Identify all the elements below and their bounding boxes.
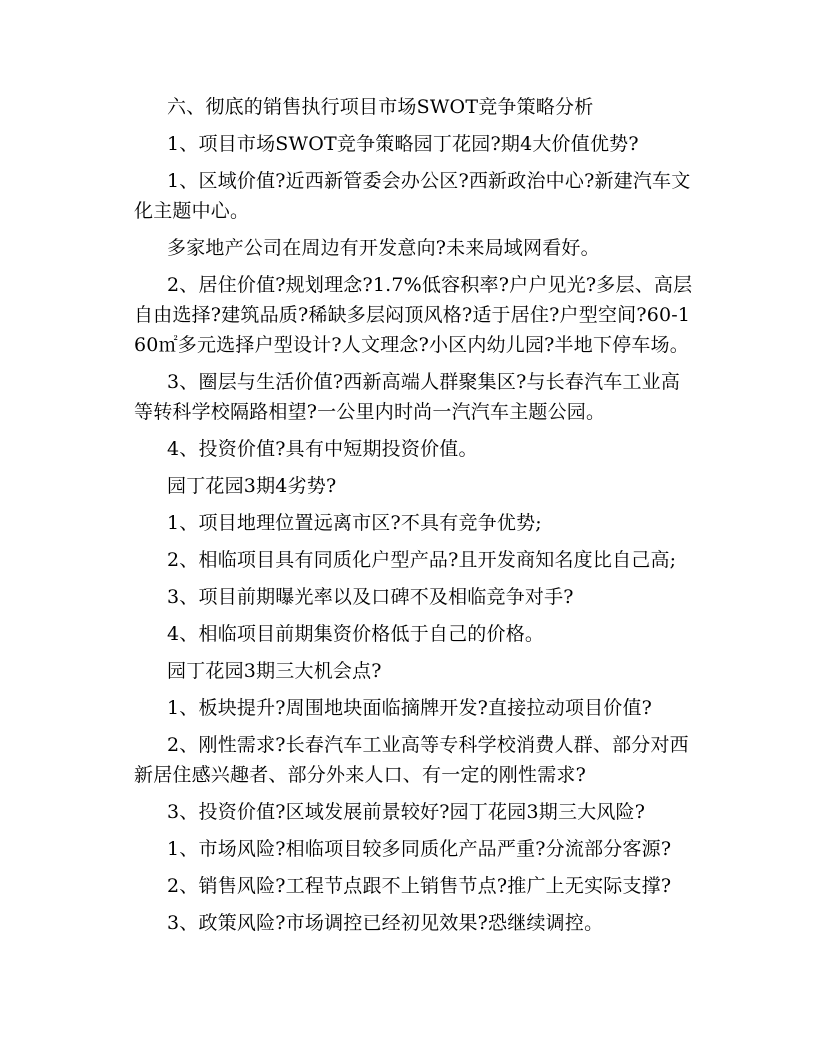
opportunity-item-1: 1、板块提升?周围地块面临摘牌开发?直接拉动项目价值? xyxy=(167,697,653,719)
strength-item-2: 2、居住价值?规划理念?1.7%低容积率?户户见光?多层、高层自由选择?建筑品质?稀缺多层闷顶风格?适于居住?户型空间?60-160㎡多元选择户型设计?人文理念?小区内幼儿园?半地下停车场。 xyxy=(134,274,693,356)
weakness-item-1: 1、项目地理位置远离市区?不具有竞争优势; xyxy=(167,512,542,534)
opportunity-item-3: 3、投资价值?区域发展前景较好?园丁花园3期三大风险? xyxy=(167,801,646,823)
risk-item-3: 3、政策风险?市场调控已经初见效果?恐继续调控。 xyxy=(167,912,604,934)
strength-item-4: 4、投资价值?具有中短期投资价值。 xyxy=(167,438,478,460)
opportunity-item-2: 2、刚性需求?长春汽车工业高等专科学校消费人群、部分对西新居住感兴趣者、部分外来人口、有一定的刚性需求? xyxy=(134,734,689,786)
risk-item-1: 1、市场风险?相临项目较多同质化产品严重?分流部分客源? xyxy=(167,838,672,860)
document-body xyxy=(134,92,694,945)
weakness-item-2: 2、相临项目具有同质化户型产品?且开发商知名度比自己高; xyxy=(167,549,677,571)
risk-item-2: 2、销售风险?工程节点跟不上销售节点?推广上无实际支撑? xyxy=(167,875,672,897)
section-heading: 六、彻底的销售执行项目市场SWOT竞争策略分析 xyxy=(167,96,594,118)
subsection-heading-opportunities: 园丁花园3期三大机会点? xyxy=(167,660,382,682)
weakness-item-4: 4、相临项目前期集资价格低于自己的价格。 xyxy=(167,623,545,645)
strength-item-1-note: 多家地产公司在周边有开发意向?未来局域网看好。 xyxy=(167,237,600,259)
weakness-item-3: 3、项目前期曝光率以及口碑不及相临竞争对手? xyxy=(167,586,574,608)
subsection-heading-strengths: 1、项目市场SWOT竞争策略园丁花园?期4大价值优势? xyxy=(167,133,639,155)
subsection-heading-weaknesses: 园丁花园3期4劣势? xyxy=(167,475,337,497)
strength-item-3: 3、圈层与生活价值?西新高端人群聚集区?与长春汽车工业高等转科学校隔路相望?一公里内时尚一汽汽车主题公园。 xyxy=(134,371,681,423)
strength-item-1: 1、区域价值?近西新管委会办公区?西新政治中心?新建汽车文化主题中心。 xyxy=(134,170,691,222)
